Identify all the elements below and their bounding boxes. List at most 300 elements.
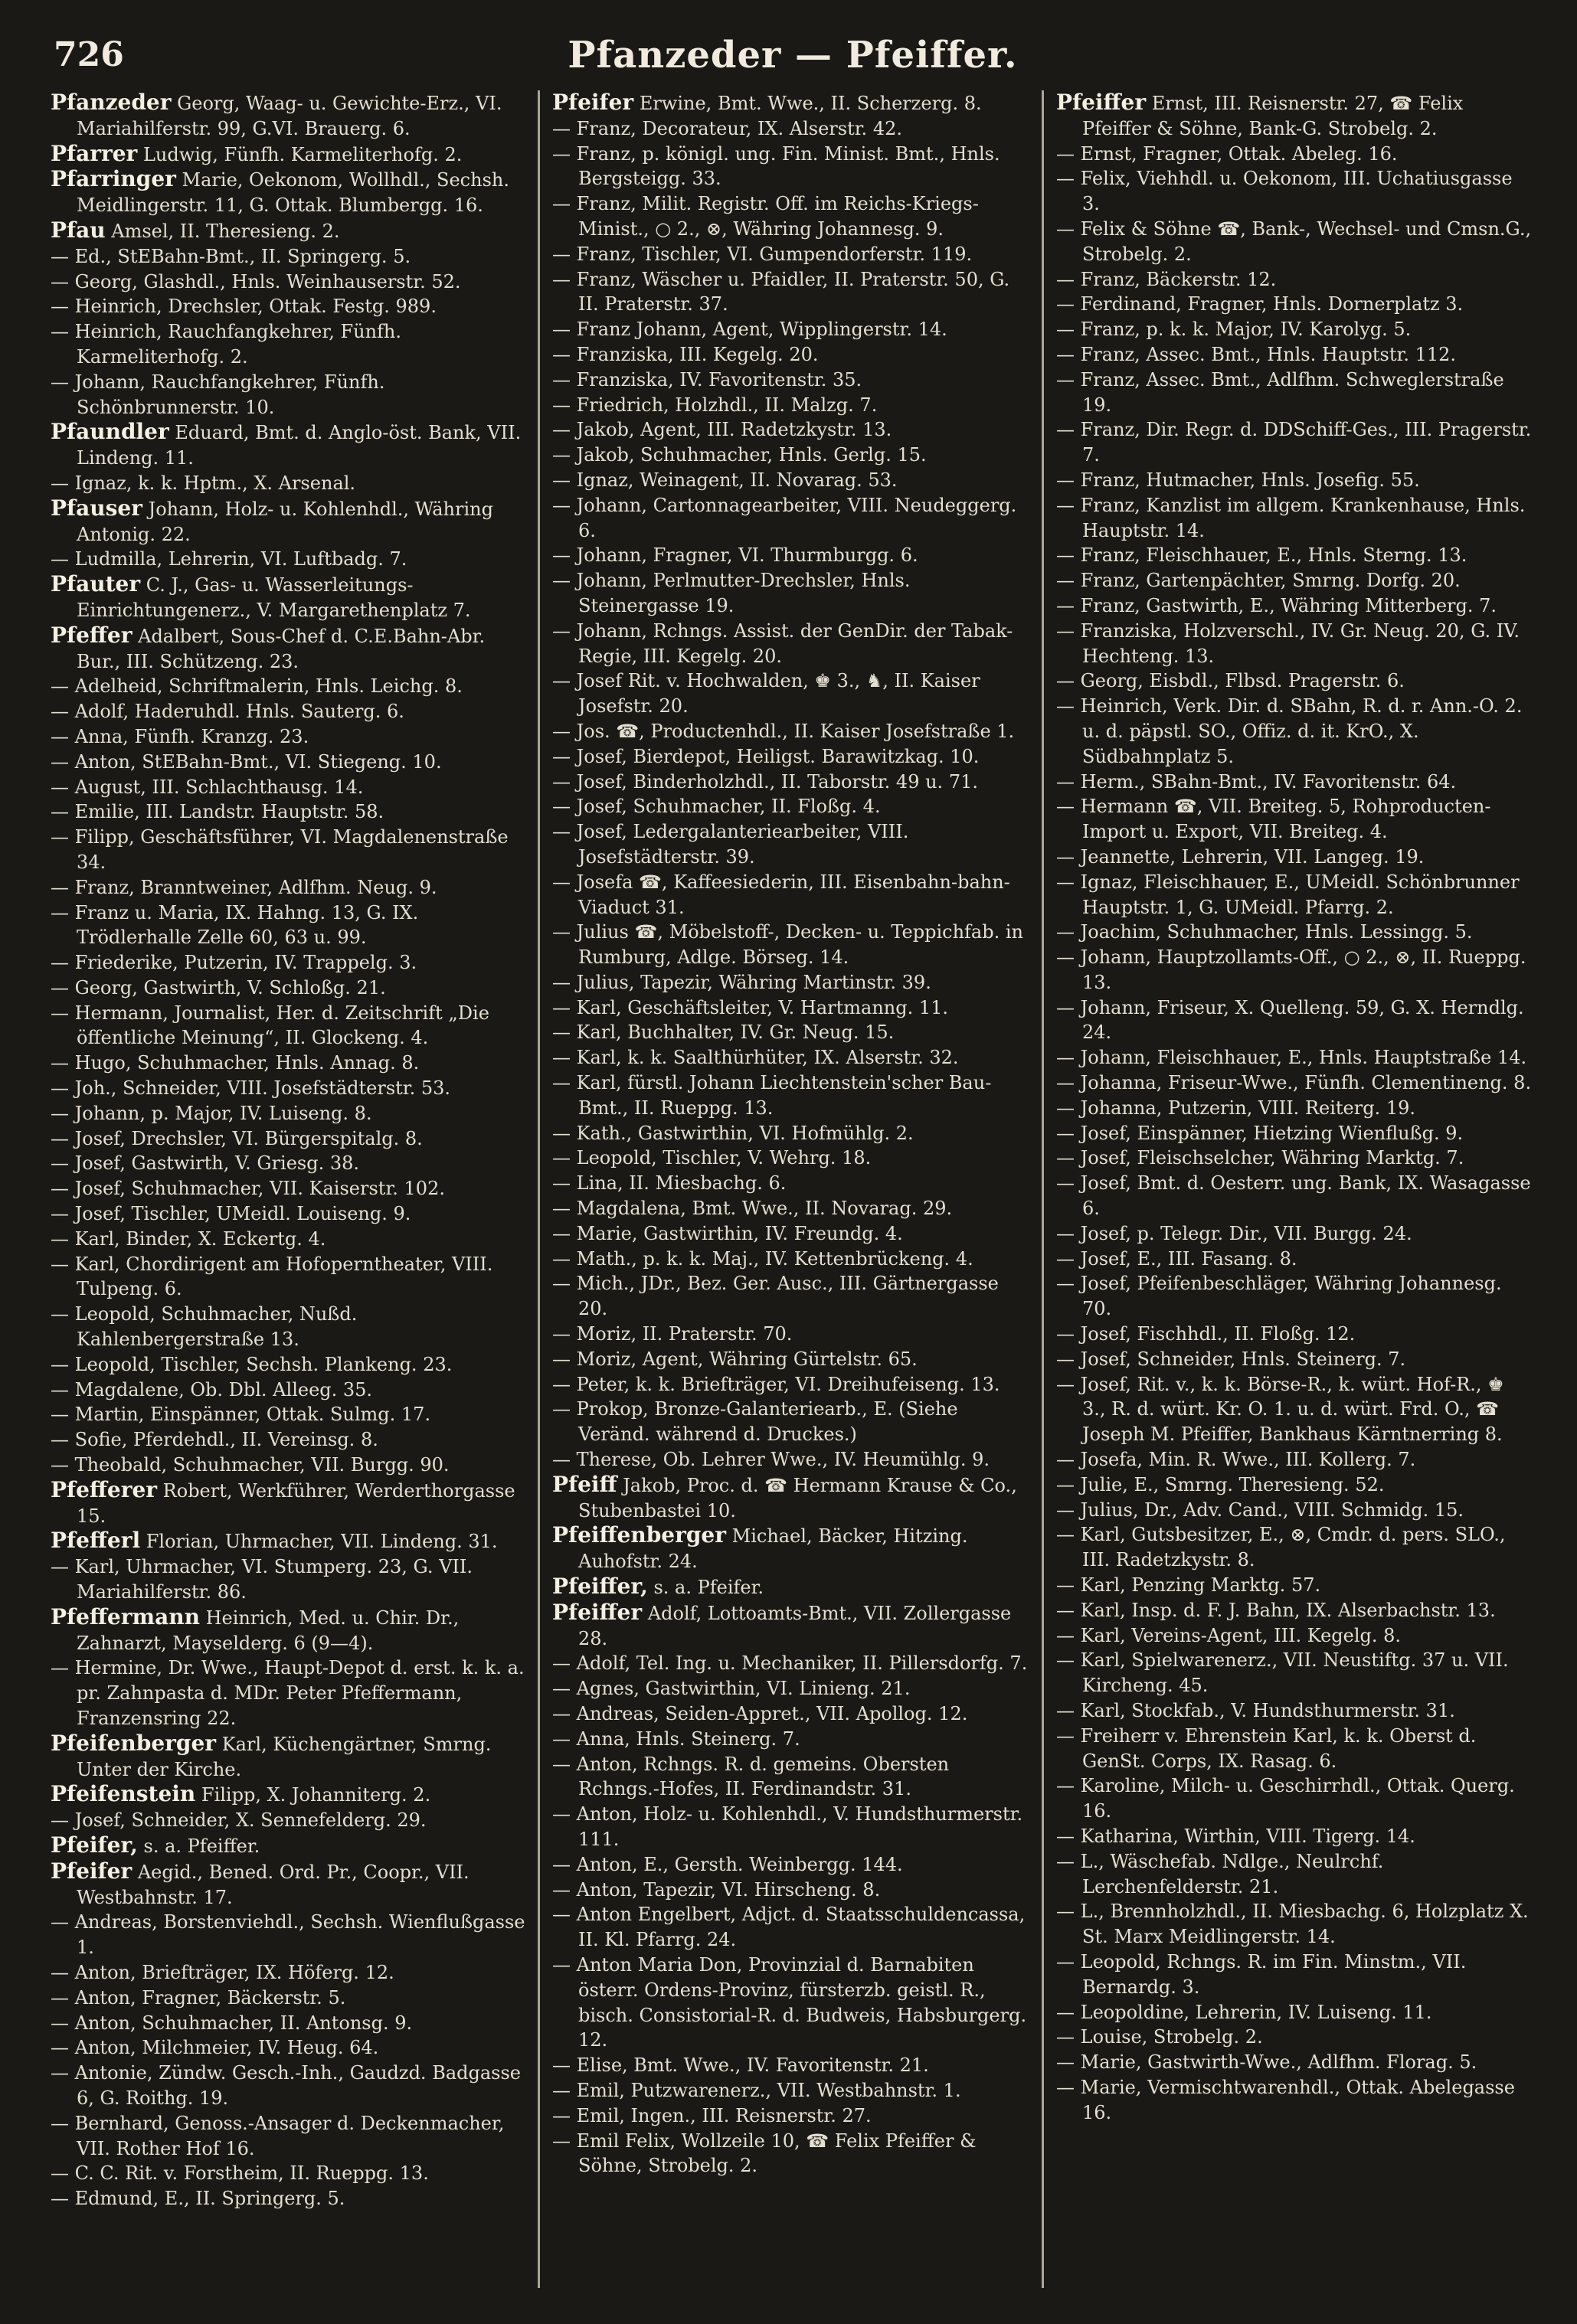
directory-entry xyxy=(51,901,527,951)
entry-text: — Franz, Branntweiner, Adlfhm. Neug. 9. xyxy=(51,876,437,898)
column-2 xyxy=(552,90,1029,2296)
directory-entry xyxy=(51,1656,527,1731)
entry-text: — Freiherr v. Ehrenstein Karl, k. k. Oberst d. GenSt. Corps, IX. Rasag. 6. xyxy=(1056,1724,1477,1772)
entry-text: — Karl, Binder, X. Eckertg. 4. xyxy=(51,1227,326,1250)
entry-text: — Franz Johann, Agent, Wipplingerstr. 14. xyxy=(552,319,947,341)
entry-text: — Jakob, Schuhmacher, Hnls. Gerlg. 15. xyxy=(552,444,927,466)
entry-surname: Pfarringer xyxy=(51,166,176,192)
directory-entry xyxy=(1056,794,1533,845)
entry-text: — Bernhard, Genoss.-Ansager d. Deckenmacher, VII. Rother Hof 16. xyxy=(51,2112,505,2159)
directory-entry xyxy=(1056,1899,1533,1950)
entry-text: — Johann, Fleischhauer, E., Hnls. Hauptstraße 14. xyxy=(1056,1047,1527,1069)
directory-entry xyxy=(51,674,527,699)
entry-text: — Ferdinand, Fragner, Hnls. Dornerplatz 3. xyxy=(1056,293,1464,315)
directory-entry xyxy=(51,2111,527,2162)
directory-entry xyxy=(51,471,527,496)
entry-text: Filipp, X. Johanniterg. 2. xyxy=(201,1784,431,1806)
entry-text: — Karl, fürstl. Johann Liechtenstein'scher Bau-Bmt., II. Rueppg. 13. xyxy=(552,1072,992,1119)
directory-entry xyxy=(552,443,1029,468)
directory-entry xyxy=(1056,543,1533,568)
entry-surname: Pfarrer xyxy=(51,140,138,166)
directory-entry xyxy=(51,2161,527,2186)
directory-entry xyxy=(51,420,527,471)
entry-surname: Pfeiffer, xyxy=(552,1574,648,1600)
directory-entry xyxy=(1056,292,1533,317)
directory-entry xyxy=(51,1605,527,1656)
entry-text: — Emil Felix, Wollzeile 10, ☎ Felix Pfeiffer & Söhne, Strobelg. 2. xyxy=(552,2130,977,2177)
directory-entry xyxy=(552,668,1029,719)
entry-text: — Emil, Putzwarenerz., VII. Westbahnstr. 1. xyxy=(552,2079,961,2101)
directory-entry xyxy=(51,1910,527,1960)
entry-text: — Leopold, Schuhmacher, Nußd. Kahlenbergerstraße 13. xyxy=(51,1303,358,1351)
directory-entry xyxy=(51,1378,527,1403)
entry-text: — Edmund, E., II. Springerg. 5. xyxy=(51,2188,345,2210)
directory-entry xyxy=(552,417,1029,443)
entry-text: — Josef, E., III. Fasang. 8. xyxy=(1056,1247,1297,1270)
directory-entry xyxy=(552,1070,1029,1121)
entry-text: Johann, Holz- u. Kohlenhdl., Währing Antonig. 22. xyxy=(77,498,493,545)
entry-text: — Josef, Schuhmacher, VII. Kaiserstr. 102. xyxy=(51,1178,445,1200)
directory-entry xyxy=(51,2061,527,2111)
directory-entry xyxy=(1056,995,1533,1046)
entry-text: — Karl, Geschäftsleiter, V. Hartmanng. 11. xyxy=(552,996,949,1018)
directory-entry xyxy=(1056,1146,1533,1171)
directory-entry xyxy=(1056,1598,1533,1623)
entry-text: — Georg, Gastwirth, V. Schloßg. 21. xyxy=(51,976,386,999)
directory-entry xyxy=(1056,1070,1533,1096)
entry-text: — Kath., Gastwirthin, VI. Hofmühlg. 2. xyxy=(552,1122,914,1144)
entry-text: — Josef, Einspänner, Hietzing Wienflußg. 9. xyxy=(1056,1122,1464,1144)
column-divider xyxy=(538,90,540,2288)
directory-entry xyxy=(552,794,1029,819)
directory-entry xyxy=(1056,166,1533,217)
entry-text: — Josef, Gastwirth, V. Griesg. 38. xyxy=(51,1152,360,1175)
entry-text: — Joh., Schneider, VIII. Josefstädterstr. 53. xyxy=(51,1077,451,1100)
entry-text: — Anton, Rchngs. R. d. gemeins. Obersten Rchngs.-Hofes, II. Ferdinandstr. 31. xyxy=(552,1753,950,1800)
entry-text: — Katharina, Wirthin, VIII. Tigerg. 14. xyxy=(1056,1825,1415,1847)
entry-text: Georg, Waag- u. Gewichte-Erz., VI. Mariahilferstr. 99, G.VI. Brauerg. 6. xyxy=(77,93,502,139)
entry-text: — Karl, Uhrmacher, VI. Stumperg. 23, G. VII. Mariahilferstr. 86. xyxy=(51,1556,473,1603)
entry-text: C. J., Gas- u. Wasserleitungs-Einrichtungenerz., V. Margarethenplatz 7. xyxy=(77,574,471,621)
entry-text: — Andreas, Seiden-Appret., VII. Apollog. 12. xyxy=(552,1703,968,1724)
directory-entry xyxy=(51,976,527,1001)
directory-entry xyxy=(1056,1773,1533,1824)
entry-text: — Josef, Schuhmacher, II. Floßg. 4. xyxy=(552,796,881,818)
entry-text: — Josef, Schneider, X. Sennefelderg. 29. xyxy=(51,1809,427,1832)
entry-text: — Josef, Ledergalanteriearbeiter, VIII. Josefstädterstr. 39. xyxy=(552,821,909,868)
entry-text: — Franziska, Holzverschl., IV. Gr. Neug. 20, G. IV. Hechteng. 13. xyxy=(1056,619,1520,667)
directory-entry xyxy=(51,167,527,218)
directory-entry xyxy=(51,218,527,244)
directory-entry xyxy=(552,1902,1029,1953)
entry-text: — Karoline, Milch- u. Geschirrhdl., Ottak. Querg. 16. xyxy=(1056,1775,1515,1822)
directory-entry xyxy=(51,572,527,623)
directory-entry xyxy=(1056,1121,1533,1146)
directory-entry xyxy=(51,1252,527,1303)
directory-entry xyxy=(552,317,1029,342)
directory-entry xyxy=(51,1101,527,1126)
entry-text: — Josefa, Min. R. Wwe., III. Kollerg. 7. xyxy=(1056,1449,1416,1471)
entry-text: — Josef, Pfeifenbeschläger, Währing Johannesg. 70. xyxy=(1056,1273,1502,1320)
entry-text: — Jeannette, Lehrerin, VII. Langeg. 19. xyxy=(1056,845,1425,868)
entry-text: — Franz, Dir. Regr. d. DDSchiff-Ges., III. Pragerstr. 7. xyxy=(1056,419,1532,466)
entry-text: Adalbert, Sous-Chef d. C.E.Bahn-Abr. Bur., III. Schützeng. 23. xyxy=(77,625,486,672)
directory-entry xyxy=(552,1676,1029,1701)
entry-text: Florian, Uhrmacher, VII. Lindeng. 31. xyxy=(146,1531,498,1553)
entry-text: Adolf, Lottoamts-Bmt., VII. Zollergasse 28. xyxy=(578,1602,1012,1649)
directory-entry xyxy=(552,819,1029,870)
directory-entry xyxy=(1056,945,1533,995)
entry-text: — Karl, Buchhalter, IV. Gr. Neug. 15. xyxy=(552,1021,895,1044)
entry-text: — Anna, Hnls. Steinerg. 7. xyxy=(552,1727,800,1750)
directory-entry xyxy=(51,1126,527,1152)
entry-text: — Heinrich, Rauchfangkehrer, Fünfh. Karmeliterhofg. 2. xyxy=(51,321,402,368)
directory-entry xyxy=(1056,1372,1533,1447)
entry-surname: Pfeifer xyxy=(552,90,634,115)
directory-entry xyxy=(1056,920,1533,945)
entry-text: — Karl, Gutsbesitzer, E., ⊗, Cmdr. d. pers. SLO., III. Radetzkystr. 8. xyxy=(1056,1524,1506,1571)
entry-text: — Ignaz, k. k. Hptm., X. Arsenal. xyxy=(51,472,356,494)
directory-entry xyxy=(1056,1322,1533,1347)
entry-text: — Julius, Tapezir, Währing Martinstr. 39. xyxy=(552,971,931,993)
directory-entry xyxy=(1056,770,1533,795)
entry-text: Heinrich, Med. u. Chir. Dr., Zahnarzt, Mayselderg. 6 (9—4). xyxy=(77,1607,460,1654)
entry-text: — Emilie, III. Landstr. Hauptstr. 58. xyxy=(51,801,384,823)
directory-entry xyxy=(552,342,1029,368)
entry-text: — Karl, Chordirigent am Hofoperntheater, VIII. Tulpeng. 6. xyxy=(51,1253,493,1300)
directory-entry xyxy=(552,1953,1029,2053)
directory-entry xyxy=(552,870,1029,920)
entry-text: — Josef, Bierdepot, Heiligst. Barawitzkag. 10. xyxy=(552,745,980,767)
entry-surname: Pfaundler xyxy=(51,419,169,445)
directory-entry xyxy=(552,116,1029,142)
directory-entry xyxy=(51,1859,527,1911)
directory-entry xyxy=(51,1201,527,1227)
directory-entry xyxy=(1056,870,1533,920)
entry-text: — Franz, Tischler, VI. Gumpendorferstr. 119. xyxy=(552,243,973,265)
entry-text: — August, III. Schlachthausg. 14. xyxy=(51,776,364,798)
directory-entry xyxy=(1056,1347,1533,1372)
directory-entry xyxy=(1056,1473,1533,1498)
entry-text: Erwine, Bmt. Wwe., II. Scherzerg. 8. xyxy=(639,93,982,114)
directory-entry xyxy=(1056,142,1533,167)
directory-entry xyxy=(552,744,1029,770)
directory-entry xyxy=(51,496,527,547)
directory-entry xyxy=(51,1151,527,1176)
entry-text: — Julius, Dr., Adv. Cand., VIII. Schmidg. 15. xyxy=(1056,1499,1464,1521)
directory-entry xyxy=(552,1045,1029,1070)
directory-entry xyxy=(1056,1849,1533,1900)
entry-text: — Elise, Bmt. Wwe., IV. Favoritenstr. 21. xyxy=(552,2054,929,2077)
entry-text: — C. C. Rit. v. Forstheim, II. Rueppg. 13. xyxy=(51,2162,429,2185)
directory-entry xyxy=(552,368,1029,393)
entry-text: — Johann, Hauptzollamts-Off., ○ 2., ⊗, II. Rueppg. 13. xyxy=(1056,946,1526,993)
entry-text: — Franziska, III. Kegelg. 20. xyxy=(552,343,819,365)
directory-entry xyxy=(1056,568,1533,593)
entry-text: — Josef, p. Telegr. Dir., VII. Burgg. 24. xyxy=(1056,1222,1412,1244)
directory-entry xyxy=(552,1322,1029,1347)
directory-entry xyxy=(1056,217,1533,267)
entry-text: Marie, Oekonom, Wollhdl., Sechsh. Meidlingerstr. 11, G. Ottak. Blumbergg. 16. xyxy=(77,169,509,217)
directory-entry xyxy=(51,1402,527,1427)
directory-entry xyxy=(51,547,527,572)
entry-text: — Josefa ☎, Kaffeesiederin, III. Eisenbahn-bahn-Viaduct 31. xyxy=(552,871,1010,918)
entry-text: — Hermann ☎, VII. Breiteg. 5, Rohproducten-Import u. Export, VII. Breiteg. 4. xyxy=(1056,796,1491,843)
directory-entry xyxy=(552,1802,1029,1852)
entry-text: — Anton, Briefträger, IX. Höferg. 12. xyxy=(51,1961,394,1983)
entry-text: — Franz, Kanzlist im allgem. Krankenhause, Hnls. Hauptstr. 14. xyxy=(1056,494,1526,541)
directory-entry xyxy=(51,90,527,142)
directory-entry xyxy=(51,294,527,319)
directory-entry xyxy=(552,2129,1029,2179)
entry-surname: Pfeiffer xyxy=(552,1599,643,1625)
directory-entry xyxy=(1056,694,1533,769)
directory-entry xyxy=(51,244,527,270)
directory-entry xyxy=(552,242,1029,267)
directory-entry xyxy=(1056,1648,1533,1698)
directory-entry xyxy=(1056,267,1533,293)
entry-surname: Pfeiffenberger xyxy=(552,1522,726,1548)
entry-text: — Franz, Fleischhauer, E., Hnls. Sterng. 13. xyxy=(1056,544,1467,567)
directory-entry xyxy=(51,1302,527,1352)
directory-entry xyxy=(51,270,527,295)
directory-entry xyxy=(1056,1045,1533,1070)
entry-text: — Agnes, Gastwirthin, VI. Linieng. 21. xyxy=(552,1678,911,1700)
directory-entry xyxy=(1056,1824,1533,1849)
entry-text: — Franz, Decorateur, IX. Alserstr. 42. xyxy=(552,117,902,139)
entry-surname: Pfeffer xyxy=(51,622,133,648)
entry-text: — Heinrich, Drechsler, Ottak. Festg. 989. xyxy=(51,296,437,318)
entry-text: — Franz, Hutmacher, Hnls. Josefig. 55. xyxy=(1056,469,1420,491)
entry-text: — Anton, Fragner, Bäckerstr. 5. xyxy=(51,1986,346,2009)
entry-text: — Franziska, IV. Favoritenstr. 35. xyxy=(552,368,862,391)
entry-text: — Marie, Gastwirth-Wwe., Adlfhm. Florag. 5. xyxy=(1056,2051,1477,2074)
entry-surname: Pfeiff xyxy=(552,1471,617,1497)
directory-entry xyxy=(51,1352,527,1378)
entry-text: — Peter, k. k. Briefträger, VI. Dreihufeiseng. 13. xyxy=(552,1373,1000,1395)
entry-surname: Pfeifer xyxy=(51,1858,133,1884)
column-3 xyxy=(1056,90,1533,2296)
entry-text: — Emil, Ingen., III. Reisnerstr. 27. xyxy=(552,2104,872,2126)
entry-text: — Johann, Fragner, VI. Thurmburgg. 6. xyxy=(552,544,918,567)
entry-text: — Mich., JDr., Bez. Ger. Ausc., III. Gärtnergasse 20. xyxy=(552,1273,999,1320)
entry-text: s. a. Pfeifer. xyxy=(653,1577,764,1599)
directory-entry xyxy=(51,799,527,825)
directory-entry xyxy=(552,1878,1029,1903)
entry-text: — Herm., SBahn-Bmt., IV. Favoritenstr. 64. xyxy=(1056,770,1457,793)
entry-text: — Karl, Penzing Marktg. 57. xyxy=(1056,1574,1321,1597)
entry-text: Jakob, Proc. d. ☎ Hermann Krause & Co., Stubenbastei 10. xyxy=(578,1474,1017,1522)
entry-text: Eduard, Bmt. d. Anglo-öst. Bank, VII. Lindeng. 11. xyxy=(77,422,522,469)
directory-entry xyxy=(1056,1698,1533,1724)
entry-text: — Karl, Vereins-Agent, III. Kegelg. 8. xyxy=(1056,1624,1402,1646)
directory-entry xyxy=(552,493,1029,544)
directory-entry xyxy=(552,191,1029,242)
directory-entry xyxy=(1056,668,1533,694)
directory-entry xyxy=(1056,317,1533,342)
entry-text: — Anna, Fünfh. Kranzg. 23. xyxy=(51,725,309,747)
entry-text: — Johann, Perlmutter-Drechsler, Hnls. Steinergasse 19. xyxy=(552,570,911,616)
entry-text: — Franz, Assec. Bmt., Hnls. Hauptstr. 112. xyxy=(1056,343,1457,365)
directory-entry xyxy=(552,1651,1029,1676)
page-number: 726 xyxy=(54,35,124,74)
directory-entry xyxy=(51,950,527,976)
entry-text: — Georg, Eisbdl., Flbsd. Pragerstr. 6. xyxy=(1056,670,1405,692)
directory-entry xyxy=(552,970,1029,995)
directory-entry xyxy=(552,1372,1029,1397)
entry-text: — Ed., StEBahn-Bmt., II. Springerg. 5. xyxy=(51,245,411,267)
directory-entry xyxy=(51,1960,527,1986)
directory-entry xyxy=(51,1478,527,1529)
entry-text: — Franz, Gastwirth, E., Währing Mitterberg. 7. xyxy=(1056,594,1497,616)
directory-entry xyxy=(552,1727,1029,1752)
directory-entry xyxy=(51,1001,527,1051)
directory-entry xyxy=(51,2011,527,2036)
entry-text: — Magdalene, Ob. Dbl. Alleeg. 35. xyxy=(51,1378,373,1401)
directory-entry xyxy=(552,1247,1029,1272)
entry-text: Aegid., Bened. Ord. Pr., Coopr., VII. Westbahnstr. 17. xyxy=(77,1861,470,1908)
entry-text: — Josef, Binderholzhdl., II. Taborstr. 49 u. 71. xyxy=(552,770,978,793)
entry-text: — Karl, Insp. d. F. J. Bahn, IX. Alserbachstr. 13. xyxy=(1056,1599,1496,1621)
directory-entry xyxy=(552,1397,1029,1447)
directory-entry xyxy=(51,1176,527,1201)
entry-text: — Therese, Ob. Lehrer Wwe., IV. Heumühlg. 9. xyxy=(552,1449,990,1471)
entry-text: — Math., p. k. k. Maj., IV. Kettenbrückeng. 4. xyxy=(552,1247,973,1270)
directory-entry xyxy=(552,2078,1029,2103)
directory-entry xyxy=(552,1574,1029,1600)
entry-text: — Georg, Glashdl., Hnls. Weinhauserstr. 52. xyxy=(51,270,461,293)
directory-entry xyxy=(1056,1096,1533,1121)
directory-entry xyxy=(1056,368,1533,418)
directory-entry xyxy=(51,1554,527,1605)
entry-text: — Anton, Schuhmacher, II. Antonsg. 9. xyxy=(51,2012,413,2034)
directory-entry xyxy=(1056,845,1533,870)
directory-entry xyxy=(51,623,527,675)
entry-text: — Friederike, Putzerin, IV. Trappelg. 3. xyxy=(51,952,417,974)
entry-text: — Ignaz, Fleischhauer, E., UMeidl. Schönbrunner Hauptstr. 1, G. UMeidl. Pfarrg. 2. xyxy=(1056,871,1520,918)
directory-entry xyxy=(552,568,1029,619)
entry-surname: Pfeifenstein xyxy=(51,1781,196,1807)
entry-text: — Hermine, Dr. Wwe., Haupt-Depot d. erst. k. k. a. pr. Zahnpasta d. MDr. Peter Pfeffermann, Franzensring 22. xyxy=(51,1657,525,1729)
entry-text: — Louise, Strobelg. 2. xyxy=(1056,2026,1263,2048)
directory-entry xyxy=(51,699,527,724)
entry-text: — Anton, Tapezir, VI. Hirscheng. 8. xyxy=(552,1878,881,1901)
directory-entry xyxy=(552,1701,1029,1727)
directory-entry xyxy=(1056,1447,1533,1473)
entry-text: — Anton Engelbert, Adjct. d. Staatsschuldencassa, II. Kl. Pfarrg. 24. xyxy=(552,1904,1026,1951)
directory-entry xyxy=(552,1196,1029,1221)
entry-text: — Antonie, Zündw. Gesch.-Inh., Gaudzd. Badgasse 6, G. Roithg. 19. xyxy=(51,2062,522,2109)
entry-surname: Pfefferl xyxy=(51,1528,141,1554)
directory-entry xyxy=(552,920,1029,970)
entry-surname: Pfeifer, xyxy=(51,1832,138,1858)
entry-text: — Marie, Vermischtwarenhdl., Ottak. Abelegasse 16. xyxy=(1056,2076,1515,2123)
directory-entry xyxy=(1056,1271,1533,1322)
page-header xyxy=(54,31,1532,84)
entry-text: — Anton, Milchmeier, IV. Heug. 64. xyxy=(51,2037,379,2059)
directory-entry xyxy=(1056,2050,1533,2075)
entry-text: — Adolf, Haderuhdl. Hnls. Sauterg. 6. xyxy=(51,701,404,723)
entry-text: — L., Wäschefab. Ndlge., Neulrchf. Lerchenfelderstr. 21. xyxy=(1056,1850,1384,1897)
directory-entry xyxy=(51,775,527,800)
directory-entry xyxy=(552,90,1029,116)
entry-text: — Josef, Bmt. d. Oesterr. ung. Bank, IX. Wasagasse 6. xyxy=(1056,1172,1531,1220)
directory-entry xyxy=(51,1808,527,1833)
directory-entry xyxy=(1056,1221,1533,1247)
directory-entry xyxy=(552,1752,1029,1803)
directory-entry xyxy=(51,875,527,901)
entry-text: — Adelheid, Schriftmalerin, Hnls. Leichg. 8. xyxy=(51,675,463,698)
directory-entry xyxy=(1056,1573,1533,1598)
running-head: Pfanzeder — Pfeiffer. xyxy=(568,34,1018,77)
directory-entry xyxy=(1056,2000,1533,2025)
entry-text: — Franz, Bäckerstr. 12. xyxy=(1056,268,1277,290)
directory-entry xyxy=(51,1528,527,1554)
entry-text: — Anton, StEBahn-Bmt., VI. Stiegeng. 10. xyxy=(51,750,442,773)
entry-text: — Johann, Friseur, X. Quelleng. 59, G. X. Herndlg. 24. xyxy=(1056,996,1524,1044)
entry-text: — Anton Maria Don, Provinzial d. Barnabiten österr. Ordens-Provinz, fürsterzb. geistl. R., bisch. Consistorial-R. d. Budweis, Habsburgerg. 12. xyxy=(552,1953,1027,2051)
entry-text: — Julius ☎, Möbelstoff-, Decken- u. Teppichfab. in Rumburg, Adlge. Börseg. 14. xyxy=(552,921,1023,969)
entry-surname: Pfauser xyxy=(51,495,142,521)
directory-entry xyxy=(552,1171,1029,1196)
entry-text: — Leopoldine, Lehrerin, IV. Luiseng. 11. xyxy=(1056,2001,1432,2023)
directory-entry xyxy=(1056,619,1533,669)
entry-text: — Karl, Spielwarenerz., VII. Neustiftg. 37 u. VII. Kircheng. 45. xyxy=(1056,1649,1509,1697)
entry-text: — Franz, p. k. k. Major, IV. Karolyg. 5. xyxy=(1056,319,1412,341)
directory-entry xyxy=(1056,1724,1533,1774)
directory-entry xyxy=(1056,493,1533,544)
directory-entry xyxy=(51,142,527,168)
directory-entry xyxy=(51,1427,527,1453)
entry-text: — Josef, Fischhdl., II. Floßg. 12. xyxy=(1056,1323,1356,1345)
entry-text: — Franz, Gartenpächter, Smrng. Dorfg. 20. xyxy=(1056,570,1461,592)
entry-text: — Leopold, Rchngs. R. im Fin. Minstm., VII. Bernardg. 3. xyxy=(1056,1950,1467,1998)
directory-entry xyxy=(552,770,1029,795)
directory-entry xyxy=(552,1852,1029,1878)
directory-entry xyxy=(1056,1522,1533,1573)
directory-entry xyxy=(552,142,1029,192)
entry-text: — Franz, p. königl. ung. Fin. Minist. Bmt., Hnls. Bergsteigg. 33. xyxy=(552,142,1000,190)
entry-text: — Sofie, Pferdehdl., II. Vereinsg. 8. xyxy=(51,1429,378,1451)
directory-entry xyxy=(1056,2075,1533,2126)
entry-text: — Friedrich, Holzhdl., II. Malzg. 7. xyxy=(552,394,878,416)
entry-text: — Josef, Drechsler, VI. Bürgerspitalg. 8. xyxy=(51,1127,423,1149)
entry-text: — Lina, II. Miesbachg. 6. xyxy=(552,1172,787,1195)
directory-entry xyxy=(51,750,527,775)
entry-surname: Pfeffermann xyxy=(51,1603,200,1629)
entry-text: — Anton, E., Gersth. Weinbergg. 144. xyxy=(552,1853,903,1875)
directory-entry xyxy=(552,2103,1029,2129)
directory-entry xyxy=(552,1347,1029,1372)
directory-entry xyxy=(51,1782,527,1808)
entry-text: Michael, Bäcker, Hitzing. Auhofstr. 24. xyxy=(578,1525,968,1573)
entry-text: — Josef, Schneider, Hnls. Steinerg. 7. xyxy=(1056,1348,1406,1370)
entry-text: — Johanna, Friseur-Wwe., Fünfh. Clementineng. 8. xyxy=(1056,1072,1532,1094)
entry-text: — Moriz, Agent, Währing Gürtelstr. 65. xyxy=(552,1348,918,1370)
entry-text: — Josef, Tischler, UMeidl. Louiseng. 9. xyxy=(51,1203,411,1225)
entry-text: — Julie, E., Smrng. Theresieng. 52. xyxy=(1056,1473,1385,1495)
directory-entry xyxy=(51,2035,527,2061)
entry-text: — Moriz, II. Praterstr. 70. xyxy=(552,1323,793,1345)
column-divider xyxy=(1042,90,1044,2288)
directory-entry xyxy=(1056,593,1533,619)
directory-entry xyxy=(552,543,1029,568)
entry-text: Ernst, III. Reisnerstr. 27, ☎ Felix Pfeiffer & Söhne, Bank-G. Strobelg. 2. xyxy=(1082,93,1464,139)
entry-text: — Franz, Milit. Registr. Off. im Reichs-Kriegs-Minist., ○ 2., ⊗, Währing Johannesg. 9. xyxy=(552,193,979,240)
directory-entry xyxy=(1056,2025,1533,2050)
entry-text: — Karl, k. k. Saalthürhüter, IX. Alserstr. 32. xyxy=(552,1047,959,1069)
directory-entry xyxy=(51,1227,527,1252)
